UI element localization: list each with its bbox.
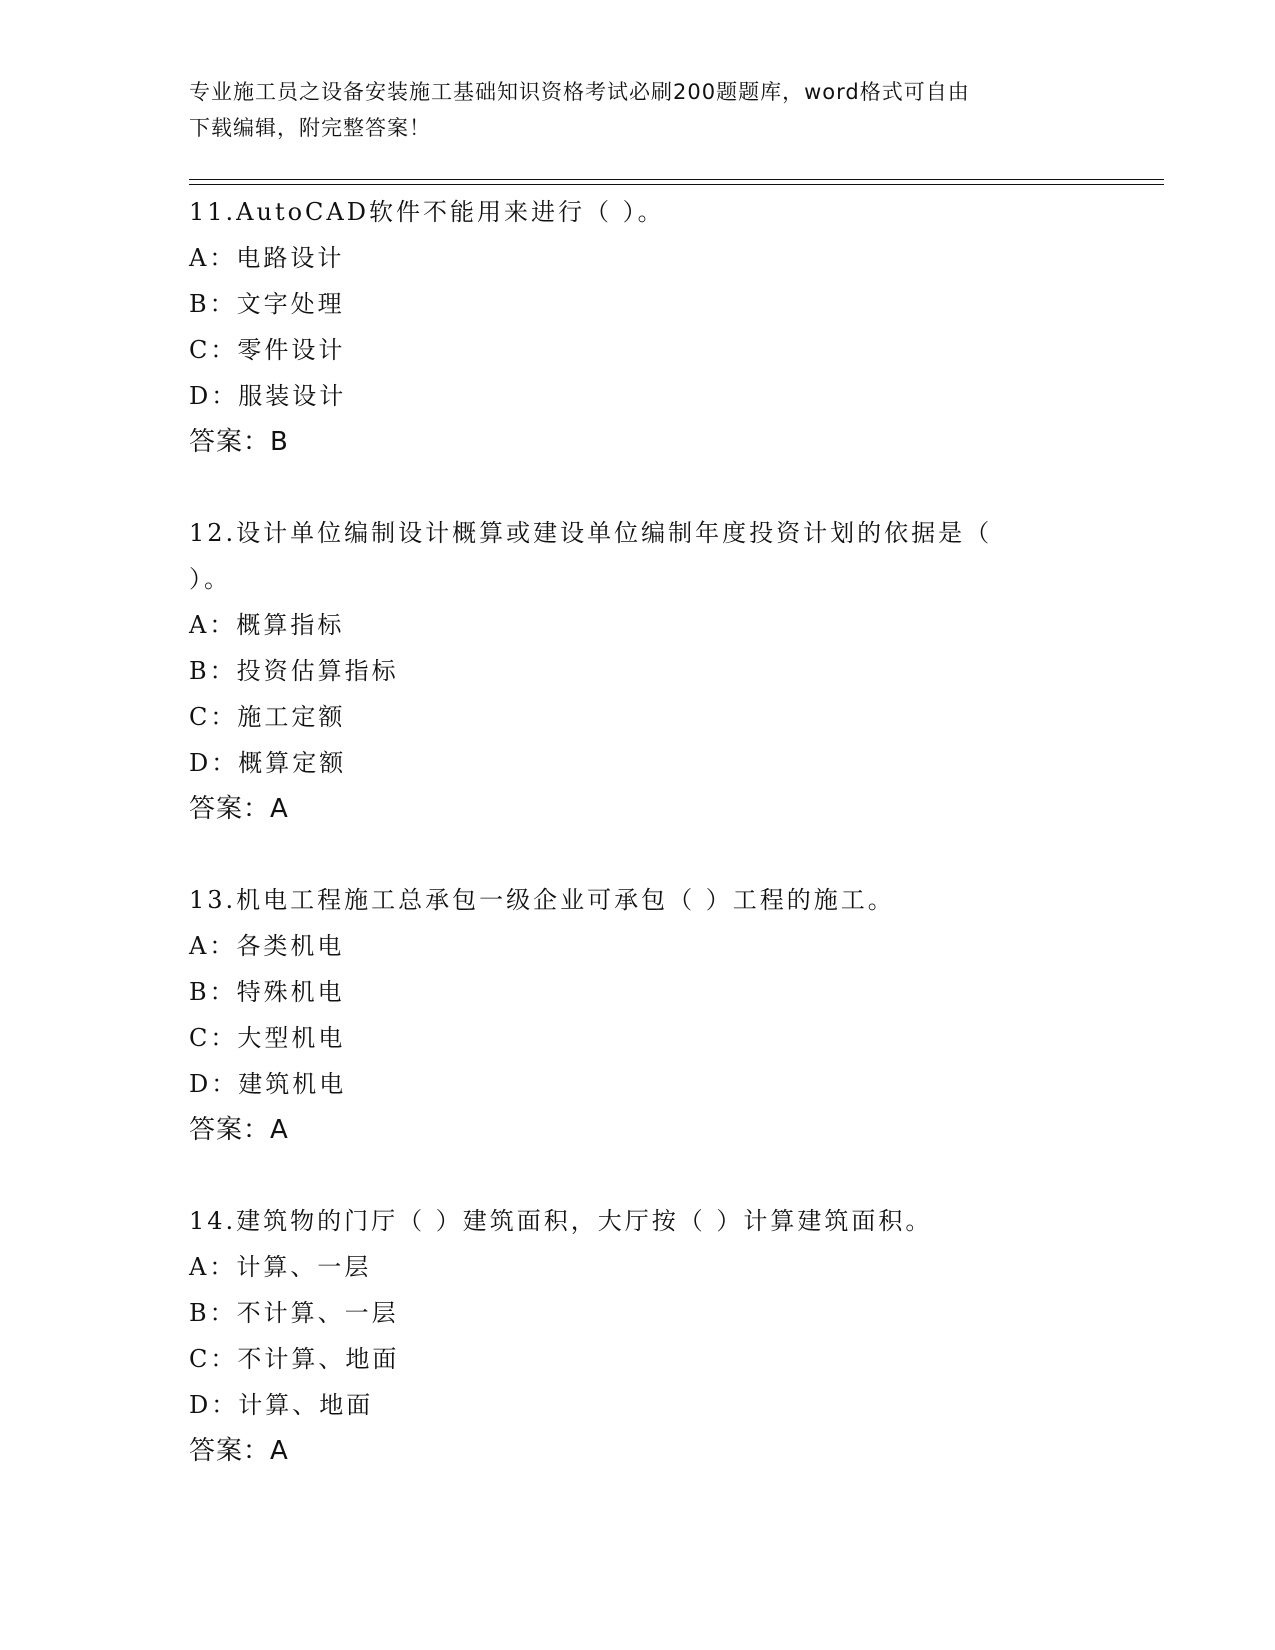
option-c: C：大型机电	[189, 1024, 346, 1052]
option-d: D：计算、地面	[189, 1391, 374, 1419]
question-12	[189, 510, 1089, 832]
option-a: A：电路设计	[189, 244, 345, 272]
option-c: C：不计算、地面	[189, 1345, 400, 1373]
answer-line: 答案：B	[189, 427, 289, 457]
option-a: A：概算指标	[189, 611, 345, 639]
document-header	[189, 74, 1089, 146]
header-line-2: 下载编辑，附完整答案！	[189, 116, 431, 140]
option-d: D：建筑机电	[189, 1070, 347, 1098]
question-stem: 13.机电工程施工总承包一级企业可承包（ ）工程的施工。	[189, 886, 895, 914]
option-a: A：计算、一层	[189, 1253, 372, 1281]
option-d: D：概算定额	[189, 749, 347, 777]
question-stem: 11.AutoCAD软件不能用来进行（ ）。	[189, 198, 665, 226]
option-a: A：各类机电	[189, 932, 345, 960]
question-stem: 14.建筑物的门厅（ ）建筑面积，大厅按（ ）计算建筑面积。	[189, 1207, 933, 1235]
header-line-1: 专业施工员之设备安装施工基础知识资格考试必刷200题题库，word格式可自由	[189, 80, 970, 104]
question-stem: 12.设计单位编制设计概算或建设单位编制年度投资计划的依据是（	[189, 519, 993, 547]
question-stem-continued: ）。	[189, 565, 231, 593]
question-13	[189, 877, 1089, 1153]
option-b: B：投资估算指标	[189, 657, 399, 685]
option-b: B：不计算、一层	[189, 1299, 399, 1327]
option-c: C：零件设计	[189, 336, 346, 364]
option-d: D：服装设计	[189, 382, 347, 410]
question-14	[189, 1198, 1089, 1474]
option-c: C：施工定额	[189, 703, 346, 731]
header-divider-bottom	[189, 184, 1164, 185]
answer-line: 答案：A	[189, 794, 289, 824]
answer-line: 答案：A	[189, 1115, 289, 1145]
option-b: B：特殊机电	[189, 978, 345, 1006]
question-11	[189, 189, 1089, 465]
answer-line: 答案：A	[189, 1436, 289, 1466]
option-b: B：文字处理	[189, 290, 345, 318]
header-divider-top	[189, 179, 1164, 180]
